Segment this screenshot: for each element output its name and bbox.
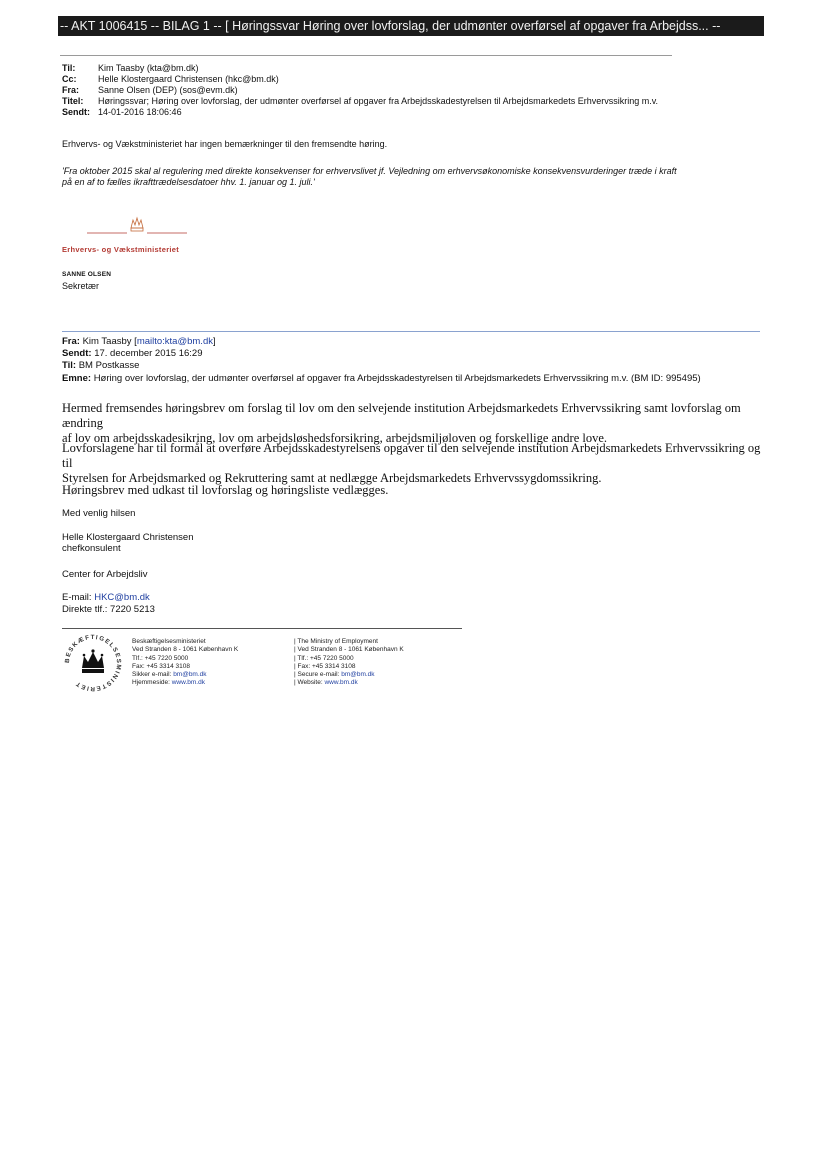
quote-line-1: 'Fra oktober 2015 skal al regulering med direkte konsekvenser for erhvervslivet jf. Vejledning om erhvervsøkonomiske konsekvensvurderinger træde i kraft	[62, 166, 677, 176]
sent-value: 14-01-2016 18:06:46	[98, 107, 182, 117]
fwd-subject-label: Emne:	[62, 373, 92, 384]
cc-label: Cc:	[62, 74, 77, 84]
cc-value: Helle Klostergaard Christensen (hkc@bm.dk)	[98, 74, 279, 84]
quote-line-2: på en af to fælles ikrafttrædelsesdatoer hhv. 1. januar og 1. juli.'	[62, 176, 315, 187]
from-label: Fra:	[62, 85, 80, 95]
footer-da-phone: Tlf.: +45 7220 5000	[132, 654, 189, 662]
footer-da-secure-label: Sikker e-mail:	[132, 671, 174, 679]
reply-body-text: Erhvervs- og Vækstministeriet har ingen bemærkninger til den fremsendte høring.	[62, 139, 388, 149]
footer-english-contact	[294, 638, 404, 688]
ministry-emblem	[62, 632, 124, 694]
footer-da-web-link[interactable]: www.bm.dk	[171, 679, 205, 687]
footer-danish-contact	[132, 638, 238, 688]
fwd-p2-line-2: Styrelsen for Arbejdsmarked og Rekruttering samt at nedlægge Arbejdsmarkedets Erhvervssygdomssikring.	[62, 471, 602, 485]
fwd-p1-line-2: af lov om arbejdsskadesikring, lov om arbejdsløshedsforsikring, arbejdsmiljøloven og forskellige andre love.	[62, 431, 608, 445]
footer-en-web-label: | Website:	[294, 679, 325, 687]
footer-da-name: Beskæftigelsesministeriet	[132, 638, 206, 645]
sig-department: Center for Arbejdsliv	[62, 569, 148, 580]
fwd-from-label: Fra:	[62, 336, 80, 347]
sent-label: Sendt:	[62, 107, 90, 117]
email-link[interactable]: HKC@bm.dk	[94, 592, 150, 603]
footer-da-secure-link[interactable]: bm@bm.dk	[173, 671, 207, 679]
signer-name: SANNE OLSEN	[62, 271, 112, 278]
fwd-paragraph-3: Høringsbrev med udkast til lovforslag og høringsliste vedlægges.	[62, 483, 389, 497]
sig-phone: Direkte tlf.: 7220 5213	[62, 604, 155, 615]
reply-sent-line	[62, 107, 182, 117]
crown-icon	[62, 214, 212, 240]
fwd-p1-line-1: Hermed fremsendes høringsbrev om forslag til lov om den selvejende institution Arbejdsmarkedets Erhvervssikring samt lovforslag om ændring	[62, 401, 741, 430]
sig-title: chefkonsulent	[62, 543, 121, 554]
reply-subject-line	[62, 96, 658, 106]
crown-emblem-icon	[62, 632, 124, 694]
fwd-sent-line	[62, 348, 202, 359]
document-banner: -- AKT 1006415 -- BILAG 1 -- [ Høringssvar Høring over lovforslag, der udmønter overførsel af opgaver fra Arbejdss... --	[58, 16, 764, 36]
fwd-paragraph-1	[62, 401, 772, 446]
fwd-p2-line-1: Lovforslagene har til formål at overføre Arbejdsskadestyrelsens opgaver til den selvejende institution Arbejdsmarkedets Erhvervssikring og til	[62, 441, 761, 470]
footer-en-web-link[interactable]: www.bm.dk	[324, 679, 358, 687]
footer-en-fax: | Fax: +45 3314 3108	[294, 662, 356, 670]
fwd-to-line	[62, 360, 139, 371]
footer-da-web	[132, 679, 238, 687]
fwd-subject-line	[62, 373, 701, 384]
footer-en-secure	[294, 671, 404, 679]
fwd-subject-value: Høring over lovforslag, der udmønter overførsel af opgaver fra Arbejdsskadestyrelsen til Arbejdsmarkedets Erhvervssikring m.v. (BM ID: 995495)	[93, 373, 701, 384]
footer-en-web	[294, 679, 404, 687]
fwd-to-value: BM Postkasse	[78, 360, 140, 371]
ministry-logo	[62, 214, 212, 254]
ministry-logo-text: Erhvervs- og Vækstministeriet	[62, 245, 180, 254]
from-value: Sanne Olsen (DEP) (sos@evm.dk)	[98, 85, 238, 95]
fwd-from-mailto-link[interactable]: mailto:kta@bm.dk	[136, 336, 213, 347]
footer-da-web-label: Hjemmeside:	[132, 679, 172, 687]
footer-en-secure-link[interactable]: bm@bm.dk	[341, 671, 375, 679]
footer-da-secure	[132, 671, 238, 679]
fwd-sent-label: Sendt:	[62, 348, 92, 359]
signer-title: Sekretær	[62, 281, 100, 291]
fwd-to-label: Til:	[62, 360, 77, 371]
to-label: Til:	[62, 63, 76, 73]
fwd-paragraph-2	[62, 441, 772, 486]
footer-da-address: Ved Stranden 8 - 1061 København K	[132, 646, 239, 654]
footer-en-address: | Ved Stranden 8 - 1061 København K	[294, 646, 404, 654]
reply-cc-line	[62, 74, 279, 84]
footer-da-fax: Fax: +45 3314 3108	[132, 662, 191, 670]
fwd-from-close: ]	[212, 336, 216, 347]
fwd-sent-value: 17. december 2015 16:29	[94, 348, 203, 359]
footer-divider	[62, 628, 462, 629]
email-label: E-mail:	[62, 592, 95, 603]
footer-en-name: | The Ministry of Employment	[294, 638, 378, 645]
fwd-from-name: Kim Taasby [	[82, 336, 137, 347]
emblem-ring-text: BESKÆFTIGELSESMINISTERIET	[63, 633, 123, 693]
divider	[60, 55, 672, 56]
fwd-from-line	[62, 336, 216, 347]
subject-value: Høringssvar; Høring over lovforslag, der udmønter overførsel af opgaver fra Arbejdsskadestyrelsen til Arbejdsmarkedets Erhvervssikring m.v.	[98, 96, 659, 106]
closing: Med venlig hilsen	[62, 508, 136, 519]
sig-name: Helle Klostergaard Christensen	[62, 532, 194, 543]
forward-divider	[62, 331, 760, 332]
to-value: Kim Taasby (kta@bm.dk)	[98, 63, 199, 73]
reply-from-line	[62, 85, 238, 95]
subject-label: Titel:	[62, 96, 84, 106]
reply-quote	[62, 166, 772, 187]
footer-en-secure-label: | Secure e-mail:	[294, 671, 342, 679]
footer-en-phone: | Tlf.: +45 7220 5000	[294, 654, 354, 662]
sig-email-line	[62, 592, 150, 603]
reply-to-line	[62, 63, 199, 73]
